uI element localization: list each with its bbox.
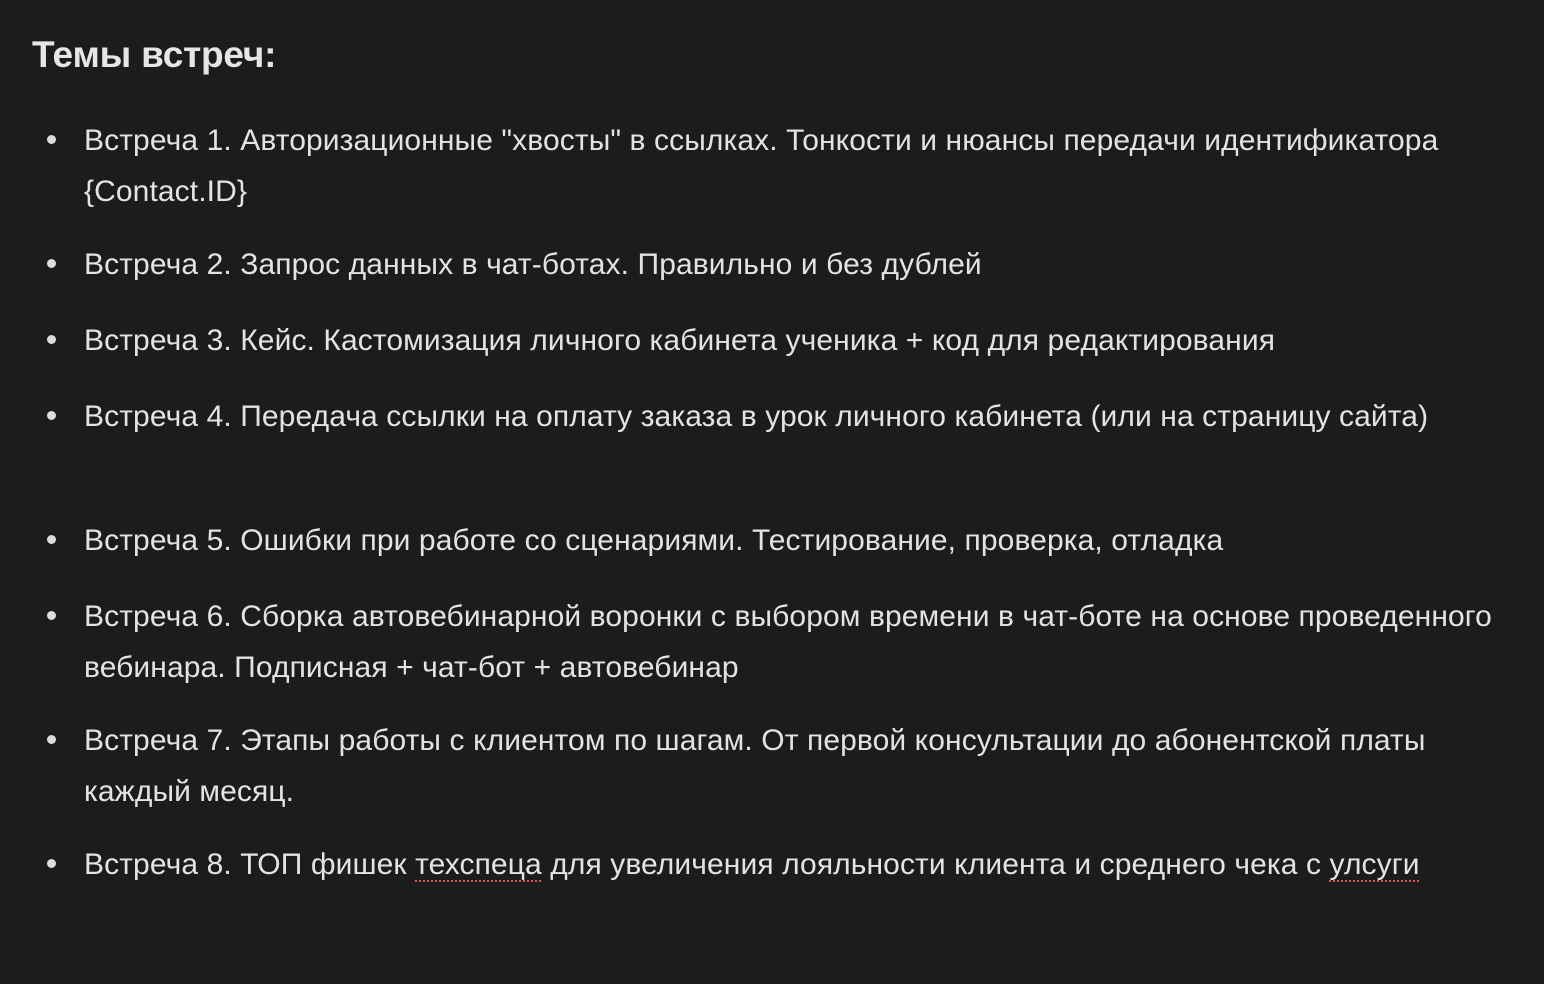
topic-text: Встреча 2. Запрос данных в чат-ботах. Правильно и без дублей — [84, 248, 982, 281]
bullet-icon — [47, 535, 56, 544]
bullet-icon — [47, 411, 56, 420]
topic-text: Встреча 4. Передача ссылки на оплату заказа в урок личного кабинета (или на страницу сайта) — [84, 400, 1429, 433]
list-item[interactable] — [84, 591, 1504, 693]
topic-text: Встреча 1. Авторизационные "хвосты" в ссылках. Тонкости и нюансы передачи идентификатора {Contact.ID} — [84, 124, 1439, 208]
list-item[interactable] — [84, 839, 1504, 890]
bullet-icon — [47, 859, 56, 868]
bullet-icon — [47, 611, 56, 620]
topic-text-part: для увеличения лояльности клиента и среднего чека с — [541, 848, 1330, 881]
topic-text: Встреча 5. Ошибки при работе со сценариями. Тестирование, проверка, отладка — [84, 524, 1224, 557]
list-item[interactable] — [84, 315, 1504, 366]
page-heading: Темы встреч: — [32, 34, 277, 75]
list-item[interactable] — [84, 515, 1504, 566]
bullet-icon — [47, 259, 56, 268]
topic-text: Встреча 3. Кейс. Кастомизация личного кабинета ученика + код для редактирования — [84, 324, 1276, 357]
bullet-icon — [47, 335, 56, 344]
misspelled-word[interactable]: улсуги — [1329, 848, 1420, 881]
list-item[interactable] — [84, 715, 1504, 817]
bullet-icon — [47, 135, 56, 144]
bullet-icon — [47, 735, 56, 744]
list-item[interactable] — [84, 239, 1504, 290]
misspelled-word[interactable]: техспеца — [415, 848, 542, 881]
topic-text: Встреча 6. Сборка автовебинарной воронки с выбором времени в чат-боте на основе проведенного вебинара. Подписная + чат-бот + автовебинар — [84, 600, 1492, 684]
list-item[interactable] — [84, 115, 1504, 217]
topic-text-part: Встреча 8. ТОП фишек — [84, 848, 416, 881]
list-item[interactable] — [84, 391, 1504, 442]
topic-text: Встреча 7. Этапы работы с клиентом по шагам. От первой консультации до абонентской платы каждый месяц. — [84, 724, 1426, 808]
topic-text — [84, 848, 1420, 881]
